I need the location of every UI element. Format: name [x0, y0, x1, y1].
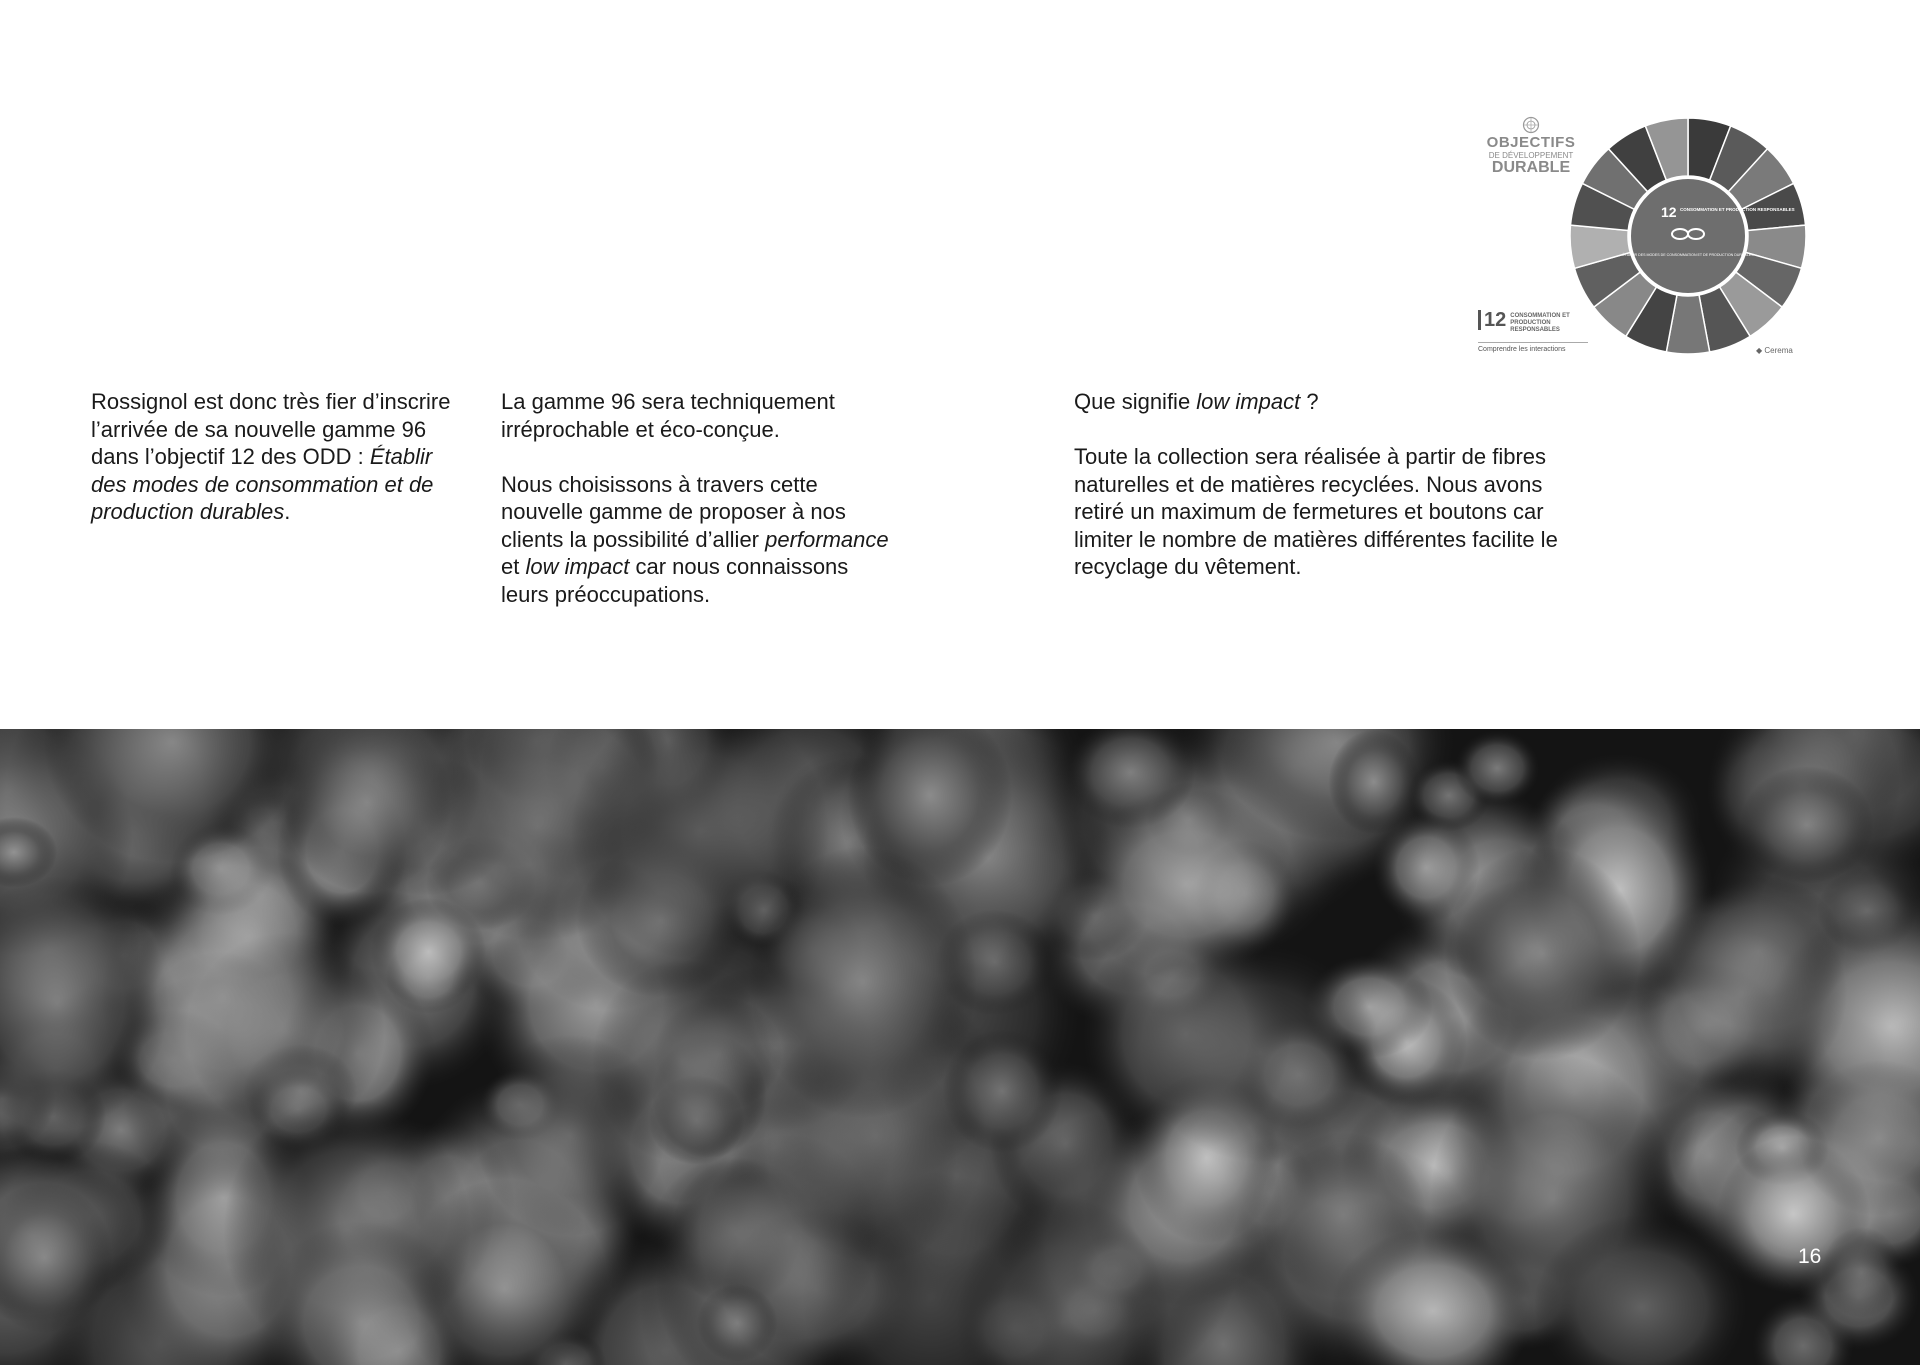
goal-label: CONSOMMATION ET PRODUCTION RESPONSABLES: [1510, 313, 1570, 333]
text-column-low-impact: [1074, 388, 1574, 608]
odd-poster-image: [1476, 110, 1828, 360]
odd-logo-line2: DE DÉVELOPPEMENT: [1488, 151, 1574, 160]
tree-canopy: [697, 1284, 777, 1362]
tree-canopy: [1821, 1227, 1901, 1318]
question-text: Que signifie: [1074, 389, 1197, 414]
paragraph-collection: Toute la collection sera réalisée à partir de fibres naturelles et de matières recyclées. Nous avons retiré un maximum de fermetures et boutons car limiter le nombre de matières différentes facilite le recyclage du vêtement.: [1074, 444, 1558, 579]
goal-link-text: Comprendre les interactions: [1478, 342, 1588, 353]
paragraph-text: et: [501, 554, 526, 579]
tree-canopy: [1740, 766, 1873, 884]
tree-canopy: [1445, 847, 1640, 1061]
cerema-credit: ◆ Cerema: [1756, 346, 1793, 355]
tree-canopy: [1636, 892, 1847, 1095]
paragraph-range-intro: La gamme 96 sera techniquement irréprochable et éco-conçue.: [501, 389, 835, 442]
odd-wheel-center-title: CONSOMMATION ET PRODUCTION RESPONSABLES: [1680, 207, 1795, 212]
paragraph-end: car nous connaissons leurs préoccupations.: [501, 554, 849, 607]
question-end: ?: [1300, 389, 1319, 414]
paragraph-odd: [91, 388, 451, 526]
odd-logo-line1: OBJECTIFS: [1486, 134, 1576, 151]
tree-canopy: [1454, 730, 1540, 806]
tree-canopy: [102, 865, 345, 1128]
paragraph-text: Rossignol est donc très fier d’inscrire l’arrivée de sa nouvelle gamme 96 dans l’objectif 12 des ODD :: [91, 389, 451, 469]
cerema-credit-text: Cerema: [1764, 346, 1793, 355]
question-heading: [1074, 388, 1574, 416]
odd-goal-12-label: [1478, 310, 1588, 353]
goal-number: 12: [1478, 310, 1506, 330]
odd-logo-line3: DURABLE: [1491, 159, 1571, 176]
page-number: 16: [1798, 1245, 1822, 1268]
tree-canopy: [592, 960, 772, 1162]
odd-wheel: [1568, 116, 1808, 356]
emphasis-low-impact: low impact: [525, 554, 630, 579]
emphasis-performance: performance: [765, 526, 889, 552]
text-column-odd: [91, 388, 451, 553]
odd-objective-title: Établir des modes de consommation et de production durables: [91, 444, 434, 524]
paragraph-end: .: [284, 499, 291, 524]
forest-aerial-photo: [0, 729, 1920, 1365]
text-column-range: [501, 388, 901, 636]
paragraph-text: Nous choisissons à travers cette nouvelle gamme de proposer à nos clients la possibilité d’allier: [501, 471, 846, 552]
paragraph-range-choice: [501, 471, 901, 609]
odd-wheel-center-number: 12: [1661, 204, 1677, 220]
tree-canopy: [1073, 788, 1298, 980]
emphasis-low-impact: low impact: [1196, 389, 1301, 414]
tree-canopy: [1328, 730, 1419, 834]
odd-wheel-center-subtitle: ÉTABLIR DES MODES DE CONSOMMATION ET DE PRODUCTION DURABLES: [1622, 253, 1754, 257]
